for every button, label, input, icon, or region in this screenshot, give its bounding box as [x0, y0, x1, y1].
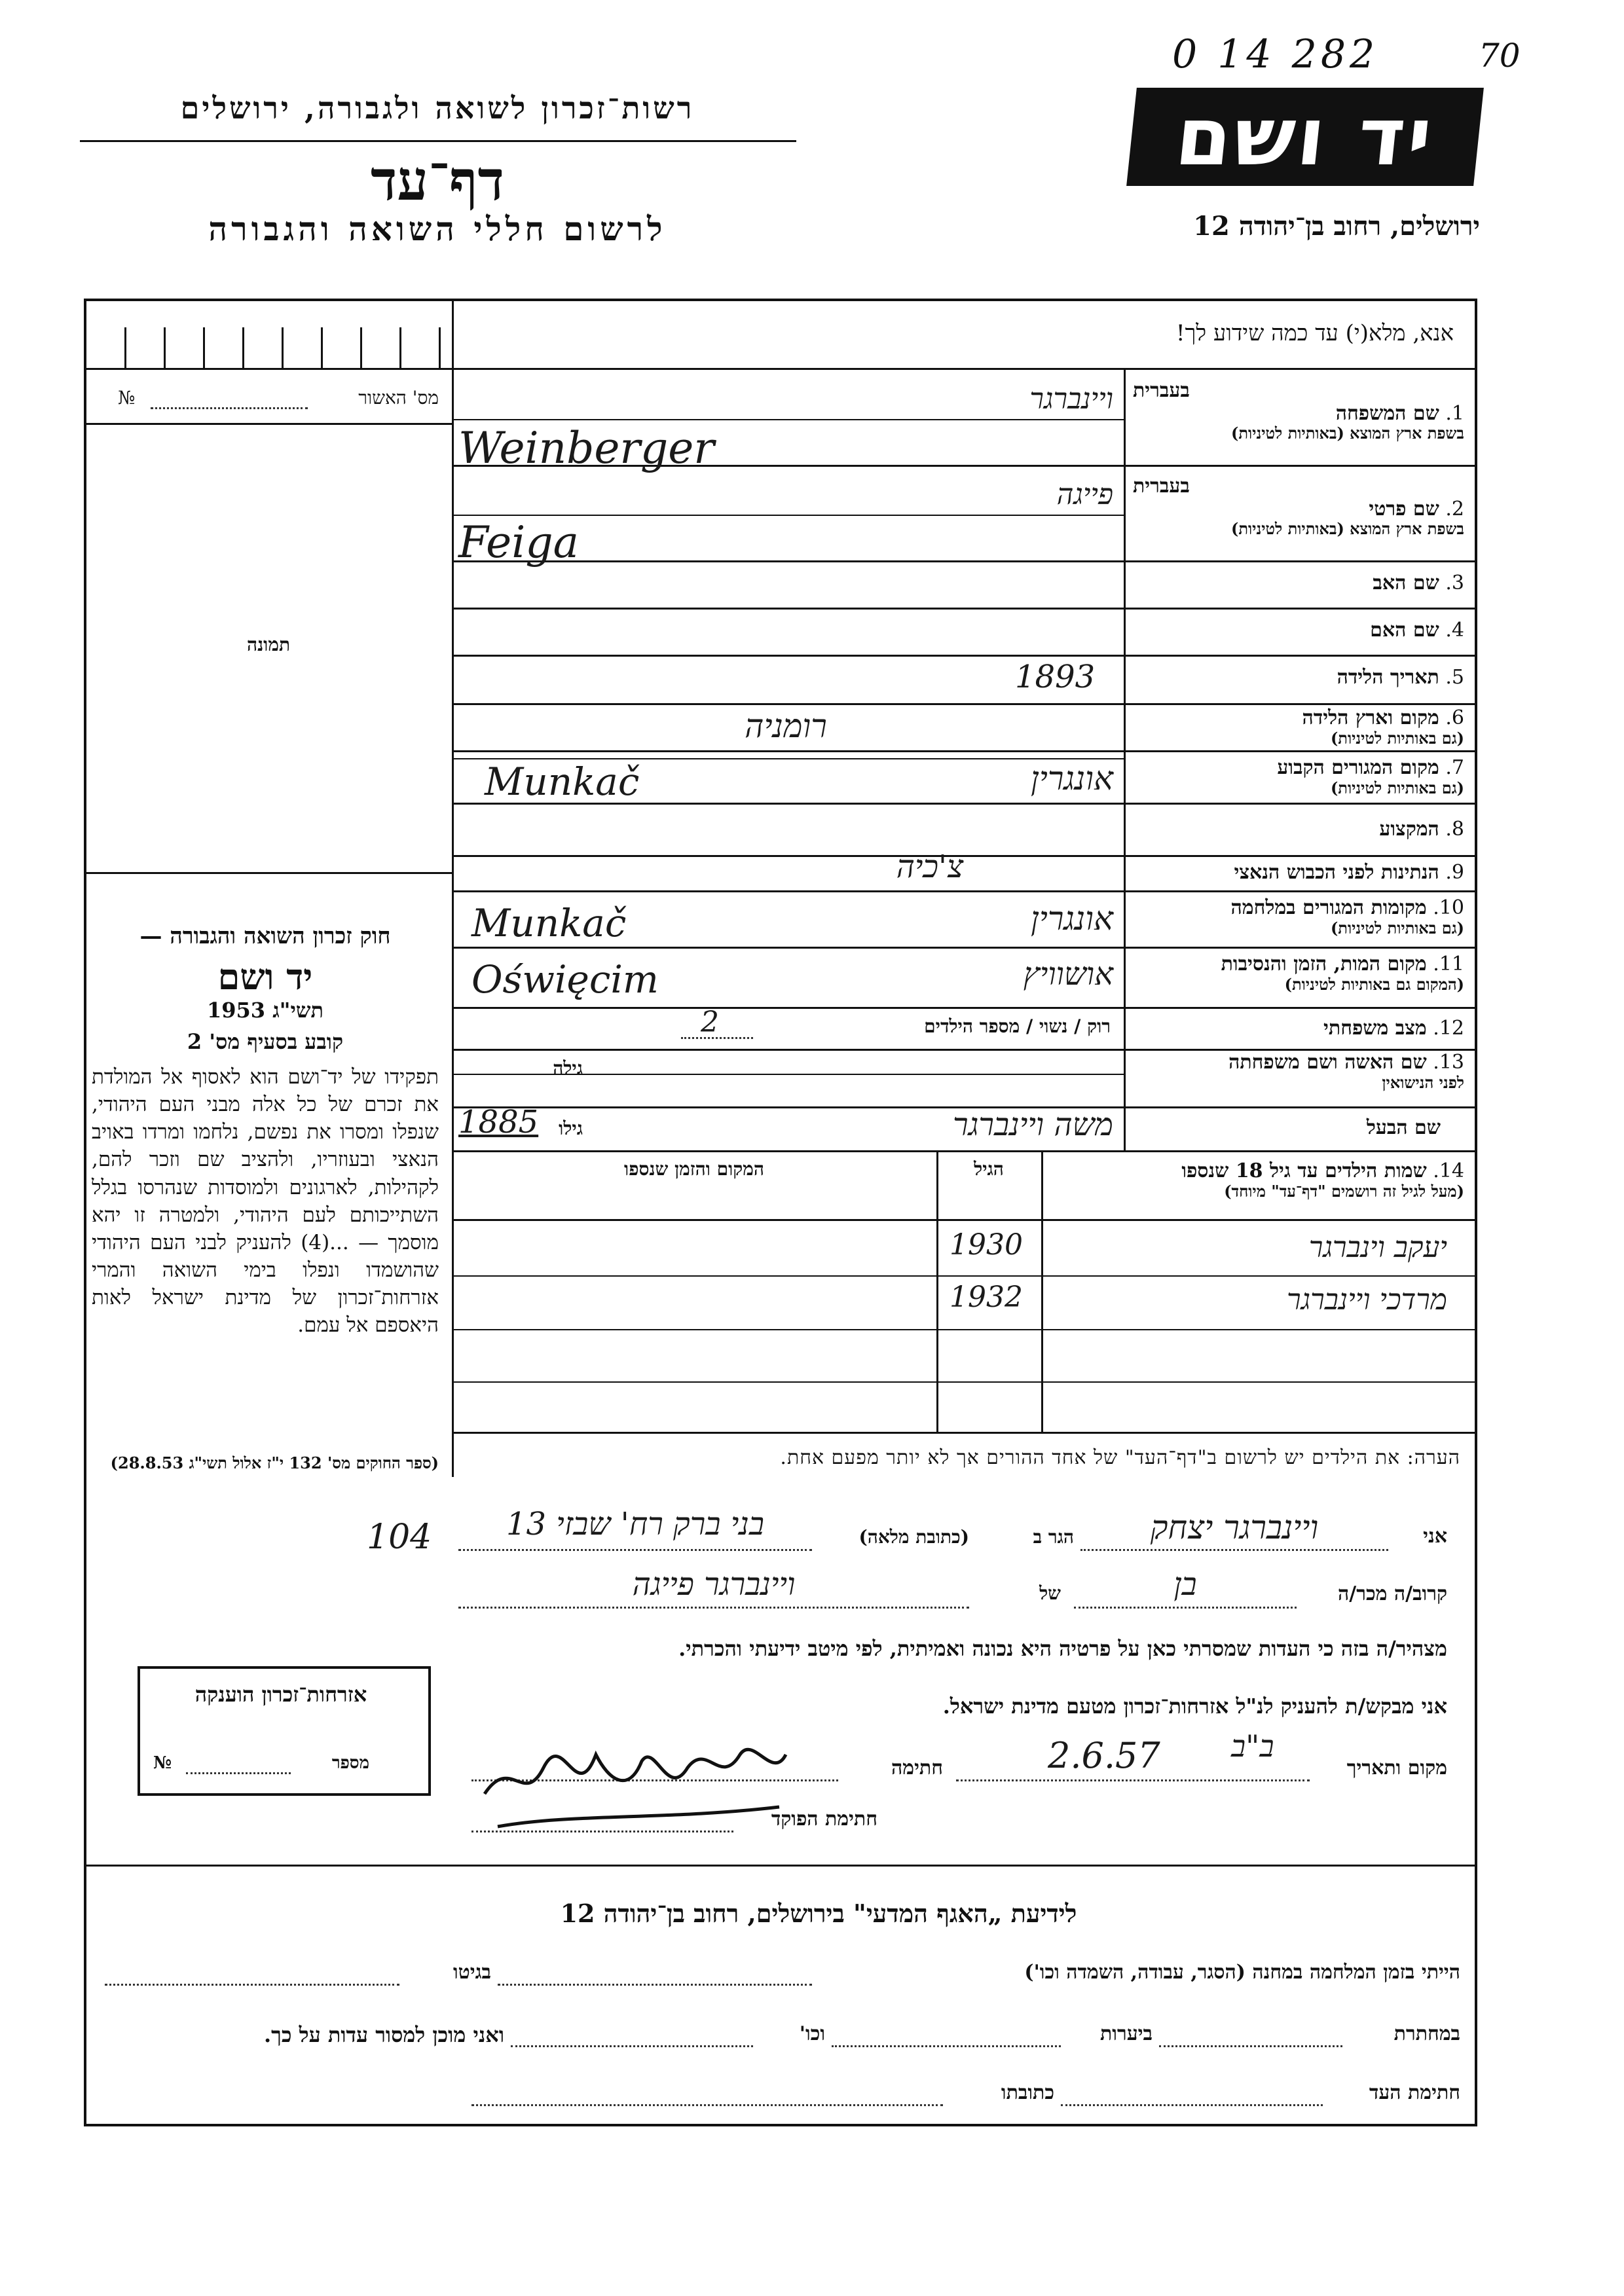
field-label: שם המשפחה: [1335, 401, 1439, 425]
field-number: 5.: [1445, 666, 1464, 689]
field-number: 8.: [1445, 818, 1464, 841]
field-number: 13.: [1433, 1051, 1464, 1074]
field-marital-status: [1126, 1017, 1464, 1040]
bottom-testimony-label: ואני מוכן למסור עדות על כך.: [263, 2022, 504, 2047]
children-col-2: [1041, 1150, 1043, 1432]
birth-date-value[interactable]: 1893: [1015, 659, 1096, 695]
field-label: מצב משפחתי: [1323, 1017, 1427, 1040]
field-label: שם האשה ושם משפחתה: [1228, 1051, 1427, 1074]
tick-strip: [98, 327, 452, 368]
id-number: 104: [367, 1518, 432, 1557]
field-number: 11.: [1433, 953, 1464, 975]
children-note: הערה: את הילדים יש לרשום ב"דף־העד" של אחד ההורים אך לא יותר מפעם אחת.: [780, 1446, 1460, 1469]
field-wartime-residence: [1126, 897, 1464, 937]
field-number: 10.: [1433, 896, 1464, 919]
field-label: שם האב: [1373, 572, 1439, 594]
given-name-hebrew-value[interactable]: פייגה: [1056, 478, 1113, 511]
form-title: דף־עד: [370, 148, 504, 213]
header-rule: [80, 140, 796, 142]
law-year: תשי"ג 1953: [207, 998, 323, 1023]
husband-age-value[interactable]: 1885: [458, 1104, 539, 1140]
children-place-header: המקום והזמן שנספו: [624, 1158, 764, 1180]
form-subtitle: לרשום חללי השואה והגבורה: [208, 210, 667, 248]
child-age-1[interactable]: 1930: [950, 1228, 1023, 1262]
wife-age-label: גילה: [553, 1057, 583, 1079]
field-sublabel: (המקום גם באותיות לטיניות): [1284, 974, 1464, 994]
field-birth-place: [1126, 707, 1464, 747]
hebrew-tag: בעברית: [1133, 475, 1190, 498]
bottom-witness-signature-label: חתימת העד: [1369, 2081, 1460, 2104]
field-sublabel: (גם באותיות לטיניות): [1330, 728, 1464, 748]
field-sublabel: לפני הנישואין: [1382, 1072, 1464, 1092]
authority-name: רשות־זכרון לשואה ולגבורה, ירושלים: [180, 90, 695, 126]
bottom-heading: לידיעת „האגף המדעי" בירושלים, רחוב בן־יהודה 12: [560, 1899, 1077, 1928]
field-mother: [1126, 619, 1464, 642]
children-age-header: הגיל: [974, 1158, 1004, 1180]
declarant-name[interactable]: ויינברגר יצחק: [1150, 1508, 1319, 1546]
field-number: 9.: [1445, 861, 1464, 884]
death-place-latin-value[interactable]: Oświęcim: [471, 957, 659, 1002]
field-number: 3.: [1445, 572, 1464, 594]
page-number: 70: [1479, 37, 1521, 75]
children-label: שמות הילדים עד גיל 18 שנספו: [1181, 1159, 1427, 1182]
marital-status-options: רוק / נשוי / מספר הילדים: [924, 1015, 1111, 1037]
birth-place-value[interactable]: רומניה: [745, 707, 827, 745]
field-death-place: [1126, 953, 1464, 993]
field-number: 4.: [1445, 619, 1464, 642]
declaration-statement: מצהיר/ה בזה כי העדות שמסרתי כאן על פרטיה היא נכונה ואמיתית, לפי מיטב ידיעתי והכרתי.: [678, 1636, 1447, 1661]
citizenship-value[interactable]: צ'כיה: [896, 848, 964, 885]
field-label: המקצוע: [1379, 818, 1439, 841]
field-label: תאריך הלידה: [1337, 666, 1439, 689]
field-father: [1126, 572, 1464, 595]
field-label: מקום המגורים הקבוע: [1277, 756, 1439, 779]
children-count-value[interactable]: 2: [701, 1006, 719, 1039]
field-sublabel: בשפת ארץ המוצא (באותיות לטיניות): [1231, 424, 1464, 443]
field-wife-name: [1126, 1051, 1464, 1091]
photo-box-bottom: [84, 872, 453, 874]
husband-name-value[interactable]: משה ויינברגר: [952, 1106, 1113, 1143]
field-husband-name: שם הבעל: [1366, 1116, 1441, 1139]
children-col-1: [936, 1150, 938, 1432]
child-name-2[interactable]: מרדכי ויינברגר: [1286, 1283, 1447, 1317]
field-label: מקום המות, הזמן והנסיבות: [1221, 953, 1427, 975]
bottom-address-label: כתובתו: [1001, 2081, 1054, 2104]
wartime-residence-latin-value[interactable]: Munkač: [471, 901, 627, 945]
field-label: שם האם: [1370, 619, 1439, 642]
child-name-1[interactable]: יעקב וינברגר: [1308, 1231, 1447, 1264]
lives-at-label: הגר ב: [1033, 1526, 1074, 1548]
law-heading: חוק זכרון השואה והגבורה —: [139, 923, 391, 949]
residence-hebrew-value[interactable]: אונגרין: [1031, 759, 1113, 797]
relation-value[interactable]: בן: [1173, 1566, 1197, 1603]
field-number: 7.: [1445, 756, 1464, 779]
signature-label: חתימה: [891, 1757, 943, 1779]
children-header: [1048, 1160, 1464, 1200]
field-number: 2.: [1445, 497, 1464, 520]
field-surname: [1126, 380, 1464, 442]
death-place-hebrew-value[interactable]: אושוויץ: [1023, 956, 1113, 993]
law-clause: קובע בסעיף מס' 2: [187, 1029, 344, 1054]
residence-latin-value[interactable]: Munkač: [485, 759, 640, 804]
bottom-divider: [84, 1865, 1477, 1867]
field-number: 1.: [1445, 401, 1464, 425]
place-date-label: מקום ותאריך: [1346, 1757, 1447, 1779]
stamp-title: אזרחות־זכרון הוענקה: [194, 1682, 367, 1707]
approval-number-mark: №: [118, 387, 136, 409]
field-sublabel: (גם באותיות לטיניות): [1330, 918, 1464, 938]
surname-latin-value[interactable]: Weinberger: [458, 423, 714, 473]
field-label: מקומות המגורים במלחמה: [1230, 896, 1427, 919]
bottom-ghetto-label: בגיטו: [452, 1961, 491, 1984]
approval-rule: [84, 423, 453, 425]
left-column-divider: [452, 299, 454, 1477]
husband-age-label: גילו: [559, 1118, 583, 1139]
law-text: תפקידו של יד־ושם הוא לאסוף אל המולדת את זכרם של כל אלה מבני העם היהודי, שנפלו ומסרו את נפשם, נלחמו ומרדו באויב הנאצי ובעוזריו, ולהציב שם וזכר להם, לקהילות, לארגונים ולמוסדות שנהרסו בגלל השתייכותם לעם היהודי, ולמטרה זו יהא מוסמך — ...(4) להעניק לבני העם היהודי שהושמדו ונפלו בימי השואה והמרי אזרחות־זכרון של מדינת ישראל לאות היאספם אל עמם.: [92, 1065, 439, 1338]
bottom-camp-label: הייתי בזמן המלחמה במחנה (הסגר, עבודה, השמדה וכו'): [1024, 1961, 1460, 1984]
field-sublabel: בשפת ארץ המוצא (באותיות לטיניות): [1231, 519, 1464, 538]
law-source: (ספר החוקים מס' 132 י"ז אלול תשי"ג 28.8.53): [110, 1453, 439, 1472]
declaration-request: אני מבקש/ת להעניק לנ"ל אזרחות־זכרון מטעם מדינת ישראל.: [942, 1694, 1447, 1719]
field-number: 14.: [1433, 1159, 1464, 1182]
bottom-forests-label: ביערות: [1099, 2022, 1153, 2045]
field-label: שם פרטי: [1369, 497, 1439, 520]
field-sublabel: (גם באותיות לטיניות): [1330, 778, 1464, 797]
date-value[interactable]: 2.6.57: [1048, 1735, 1160, 1776]
bottom-etc-label: וכו': [799, 2022, 825, 2045]
field-given-name: [1126, 475, 1464, 538]
child-age-2[interactable]: 1932: [950, 1281, 1023, 1314]
full-address-label: (כתובת מלאה): [858, 1526, 969, 1548]
law-name: יד ושם: [217, 956, 313, 998]
yad-vashem-logo: יד ושם: [1126, 88, 1484, 186]
relative-label: קרוב/ה מכר/ה: [1338, 1582, 1447, 1605]
address-line: ירושלים, רחוב בן־יהודה 12: [1193, 211, 1480, 242]
place-value[interactable]: ב"ב: [1231, 1728, 1274, 1764]
label-column-divider: [1124, 368, 1126, 1150]
row-rule-top: [84, 368, 1477, 370]
field-number: 12.: [1433, 1017, 1464, 1040]
form-intro: אנא, מלא(י) עד כמה שידוע לך!: [1175, 320, 1454, 346]
declarant-label: אני: [1423, 1525, 1447, 1548]
field-profession: [1126, 818, 1464, 841]
field-label: מקום וארץ הלידה: [1302, 706, 1439, 729]
wartime-residence-hebrew-value[interactable]: אונגרין: [1031, 900, 1113, 938]
citizenship-stamp-box: [138, 1666, 431, 1796]
approval-number-field[interactable]: [151, 407, 308, 409]
official-signature-label: חתימת הפוקד: [771, 1808, 877, 1831]
relative-name-value[interactable]: ויינברגר פייגה: [632, 1566, 796, 1603]
field-residence: [1126, 757, 1464, 797]
archive-number: 0 14 282: [1172, 31, 1379, 77]
hebrew-tag: בעברית: [1133, 379, 1190, 402]
field-birth-date: [1126, 666, 1464, 689]
surname-hebrew-value[interactable]: ויינברגר: [1029, 382, 1113, 416]
approval-number-label: מס' האשור: [358, 387, 439, 409]
stamp-number-mark: №: [153, 1753, 172, 1773]
declarant-address[interactable]: בני ברק רח' שבזי 13: [506, 1506, 765, 1542]
field-number: 6.: [1445, 706, 1464, 729]
given-name-latin-value[interactable]: Feiga: [458, 517, 579, 568]
of-label: של: [1039, 1582, 1061, 1604]
stamp-number-label: מספר: [331, 1753, 369, 1773]
field-label: הנתינות לפני הכבוש הנאצי: [1234, 861, 1439, 884]
field-citizenship: [1126, 862, 1464, 884]
photo-label: תמונה: [246, 634, 291, 655]
children-sublabel: (מעל לגיל זה רושמים "דף־עד" מיוחד): [1224, 1181, 1464, 1201]
bottom-underground-label: במחתרת: [1393, 2022, 1460, 2045]
